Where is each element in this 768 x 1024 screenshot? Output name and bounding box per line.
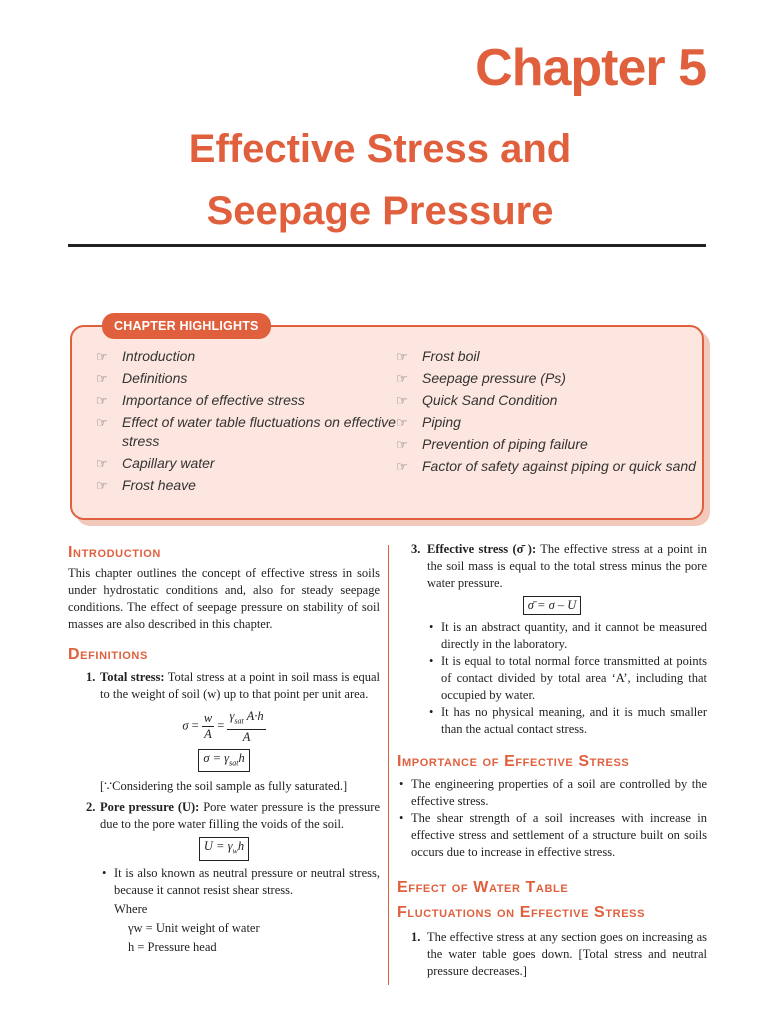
pore-pressure-boxed-formula: $U = \gamma_wh$ [68,837,380,861]
highlight-label: Frost boil [422,348,480,364]
chapter-title-line1: Effective Stress and [188,127,572,171]
term-total-stress: Total stress: [100,670,165,684]
pointing-hand-icon: ☞ [396,393,408,408]
item-number: 2. [86,800,96,814]
highlight-item [96,454,396,473]
saturation-note: [∵Considering the soil sample as fully saturated.] [100,779,348,793]
water-table-item [397,929,707,980]
pointing-hand-icon: ☞ [396,459,408,474]
definition-effective-stress [397,541,707,592]
pointing-hand-icon: ☞ [96,371,108,386]
item-number: 1. [86,670,96,684]
pointing-hand-icon: ☞ [96,415,108,430]
item-number: 3. [411,542,421,556]
highlights-left-column [96,347,396,498]
chapter-number: Chapter 5 [475,39,706,97]
highlight-label: Piping [422,414,461,430]
importance-heading: Importance of Effective Stress [397,753,630,770]
pointing-hand-icon: ☞ [96,456,108,471]
where-label: Where [114,901,148,916]
left-column [68,541,380,956]
effective-stress-text: The effective stress at a point in the soil mass is equal to the total stress minus the pore water pressure. [427,542,708,590]
pointing-hand-icon: ☞ [96,393,108,408]
highlight-label: Introduction [122,348,196,364]
definition-total-stress [68,669,380,703]
highlight-label: Frost heave [122,477,196,493]
chapter-title-line2: Seepage Pressure [206,189,554,233]
highlight-item [96,347,396,366]
pore-pressure-text: Pore water pressure is the pressure due to the pore water filling the voids of the soil. [100,800,380,831]
highlight-item [396,369,696,388]
effective-stress-bullet: • It is equal to total normal force transmitted at points of contact divided by total area ‘A’, including that occupied by water. [427,653,707,704]
pointing-hand-icon: ☞ [396,349,408,364]
effective-stress-bullet: • It is an abstract quantity, and it cannot be measured directly in the laboratory. [427,619,707,653]
highlight-label: Quick Sand Condition [422,392,558,408]
highlight-label: Effect of water table fluctuations on effective stress [122,414,396,449]
term-effective-stress: Effective stress (σ̄ ): [427,542,537,556]
highlight-label: Importance of effective stress [122,392,305,408]
highlight-item [96,413,396,451]
chapter-highlights-box [70,319,704,520]
highlight-item [396,457,696,476]
pointing-hand-icon: ☞ [396,371,408,386]
term-pore-pressure: Pore pressure (U): [100,800,200,814]
highlight-item [396,347,696,366]
highlight-label: Definitions [122,370,188,386]
definitions-heading: Definitions [68,646,148,663]
pointing-hand-icon: ☞ [96,478,108,493]
highlights-right-column [396,347,696,479]
importance-bullet: • The engineering properties of a soil are controlled by the effective stress. [397,776,707,810]
water-table-text: The effective stress at any section goes on increasing as the water table goes down. [Total stress and neutral pressure decreases.] [427,930,707,978]
effective-stress-bullet: • It has no physical meaning, and it is much smaller than the actual contact stress. [427,704,707,738]
highlight-label: Prevention of piping failure [422,436,588,452]
highlight-item [96,369,396,388]
pointing-hand-icon: ☞ [96,349,108,364]
highlights-badge: CHAPTER HIGHLIGHTS [102,313,271,339]
highlight-label: Capillary water [122,455,215,471]
introduction-text: This chapter outlines the concept of effective stress in soils under hydrostatic conditions and, also for steady seepage conditions. The effect of seepage pressure on stability of soil masses are also described in this chapter. [68,566,380,631]
highlight-item [396,435,696,454]
highlight-item [396,391,696,410]
where-h: h = Pressure head [128,939,217,954]
total-stress-boxed-formula: $\sigma = \gamma_{sat}h$ [68,749,380,773]
importance-bullet: • The shear strength of a soil increases with increase in effective stress and settlement of a structure built on soils occurs due to increase in effective stress. [397,810,707,861]
pore-pressure-bullet: • It is also known as neutral pressure or neutral stress, because it cannot resist shear stress. [100,865,380,899]
highlight-item [96,476,396,495]
title-rule [68,244,706,247]
definition-pore-pressure [68,799,380,833]
item-number: 1. [411,930,421,944]
highlight-label: Factor of safety against piping or quick sand [422,458,696,474]
pointing-hand-icon: ☞ [396,437,408,452]
right-column [397,541,707,980]
where-gamma-w: γw = Unit weight of water [128,920,260,935]
highlight-item [396,413,696,432]
highlight-item [96,391,396,410]
chapter-title [0,118,768,242]
introduction-heading: Introduction [68,544,161,561]
total-stress-equation: σ = $\frac{w}{A}$ = $\frac{\gamma_{sat} A\cdot h}{A}$ [182,709,264,744]
pointing-hand-icon: ☞ [396,415,408,430]
total-stress-text: Total stress at a point in soil mass is equal to the weight of soil (w) up to that point per unit area. [100,670,380,701]
water-table-heading: Effect of Water Table Fluctuations on Effective Stress [397,879,646,921]
highlight-label: Seepage pressure (Ps) [422,370,566,386]
column-divider [388,545,389,985]
effective-stress-boxed-formula: σ̄ = σ – U [397,596,707,615]
